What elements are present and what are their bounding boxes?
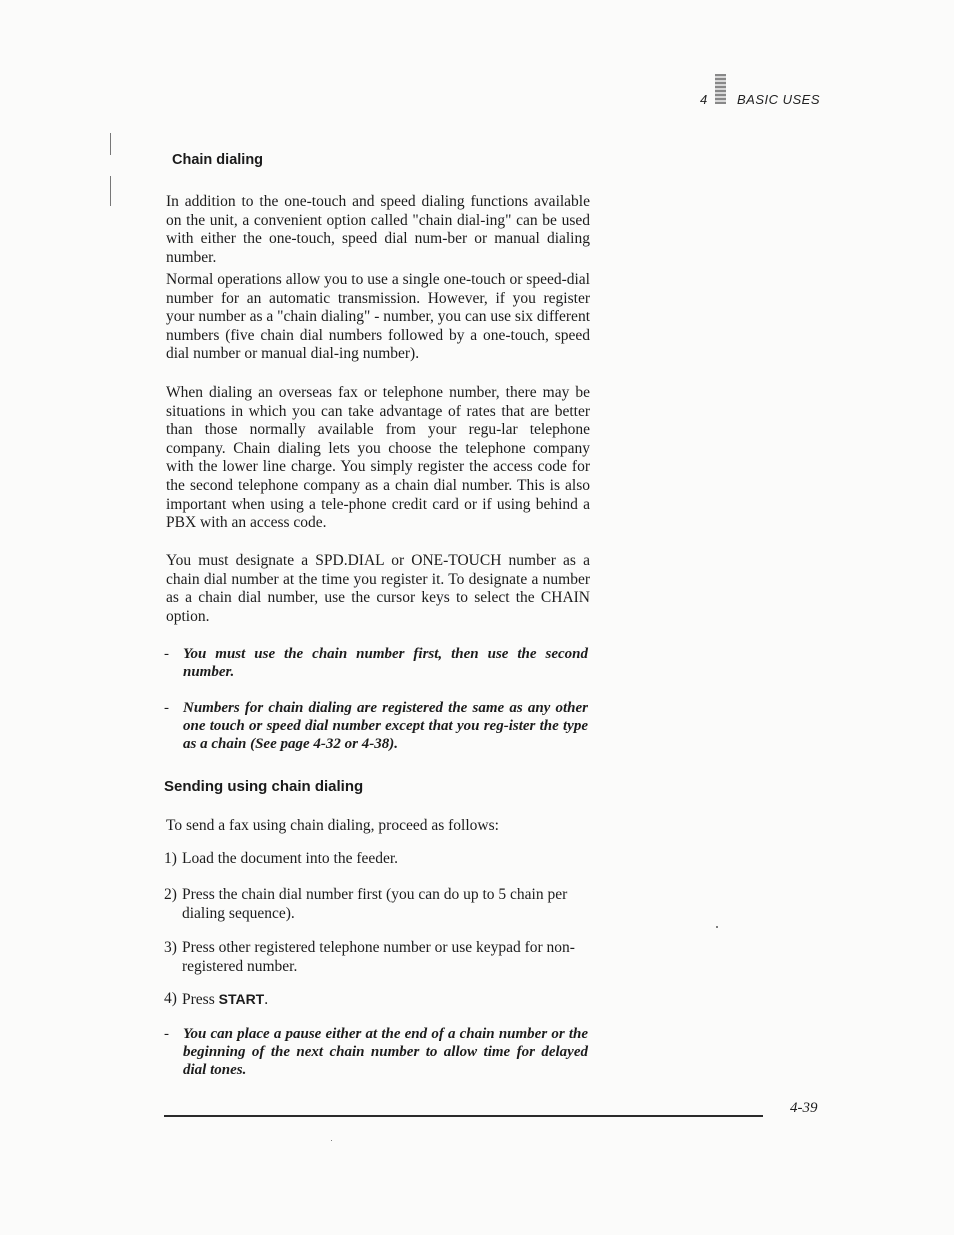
step-number: 1) [164, 850, 177, 867]
section-title: BASIC USES [737, 92, 821, 107]
paragraph-intro: In addition to the one-touch and speed dialing functions available on the unit, a convenient option called "chain dial-ing" can be used with either the one-touch, speed dial num-ber or manual dialing number. [166, 193, 590, 266]
scan-speck [716, 926, 718, 928]
paragraph-normal-operations: Normal operations allow you to use a single one-touch or speed-dial number for an automatic transmission. However, if you register your number as a "chain dialing" - number, you can use six different numbers (five chain dial numbers followed by a one-touch, speed dial number or manual dial-ing number). [166, 271, 590, 363]
step-1 [164, 850, 590, 869]
note-pause [164, 1025, 588, 1080]
step-text-suffix: . [264, 991, 269, 1008]
note-text: Numbers for chain dialing are registered the same as any other one touch or speed dial number except that you reg-ister the type as a chain (See page 4-32 or 4-38). [183, 700, 588, 753]
bullet-dash: - [164, 1026, 169, 1042]
note-text: You can place a pause either at the end of a chain number or the beginning of the next chain number to allow time for delayed dial tones. [183, 1026, 588, 1079]
step-text: Press the chain dial number first (you can do up to 5 chain per dialing sequence). [182, 886, 568, 922]
chain-dialing-heading: Chain dialing [172, 152, 264, 168]
scan-speck [331, 1140, 332, 1141]
chapter-tab-marker [715, 74, 726, 104]
page-number: 4-39 [790, 1100, 818, 1116]
margin-mark [110, 176, 111, 206]
sending-intro: To send a fax using chain dialing, proceed as follows: [166, 817, 499, 834]
paragraph-designate: You must designate a SPD.DIAL or ONE-TOUCH number as a chain dial number at the time you register it. To designate a number as a chain dial number, use the cursor keys to select the CHAIN option. [166, 552, 590, 625]
bullet-dash: - [164, 700, 169, 716]
note-chain-first [164, 645, 588, 681]
bullet-dash: - [164, 646, 169, 662]
step-text [182, 990, 590, 1010]
step-4 [164, 990, 590, 1010]
chapter-number: 4 [700, 92, 708, 107]
sending-heading: Sending using chain dialing [164, 778, 364, 795]
step-2 [164, 886, 590, 923]
paragraph-overseas: When dialing an overseas fax or telephone number, there may be situations in which you can take advantage of rates that are better than those normally available from your regu-lar telephone company. Chain dialing lets you choose the telephone company with the lower line charge. You simply register the access code for the second telephone company as a chain dial number. This is also important when using a tele-phone credit card or if using behind a PBX with an access code. [166, 384, 590, 532]
step-text-prefix: Press [182, 991, 219, 1008]
footer-rule [164, 1115, 763, 1117]
step-text: Load the document into the feeder. [182, 850, 399, 867]
start-key-label: START [218, 991, 265, 1007]
margin-mark [110, 133, 111, 155]
note-registration [164, 699, 588, 754]
step-3 [164, 939, 590, 976]
step-number: 4) [164, 990, 177, 1007]
step-number: 2) [164, 886, 177, 903]
step-number: 3) [164, 939, 177, 956]
step-text: Press other registered telephone number or use keypad for non-registered number. [182, 939, 575, 975]
note-text: You must use the chain number first, then use the second number. [183, 646, 588, 681]
